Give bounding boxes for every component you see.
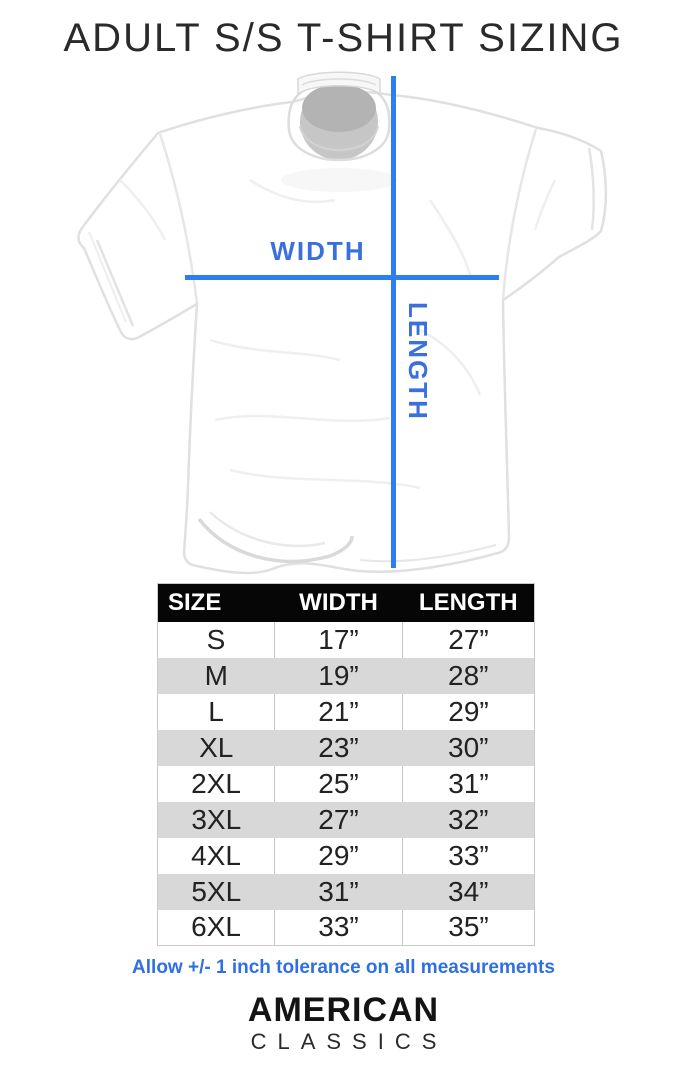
length-measure-line bbox=[391, 76, 396, 568]
table-row bbox=[158, 802, 535, 838]
table-row bbox=[158, 694, 535, 730]
size-cell: 3XL bbox=[158, 802, 275, 838]
width-label: WIDTH bbox=[270, 236, 366, 266]
width-cell: 17” bbox=[275, 622, 403, 658]
width-cell: 23” bbox=[275, 730, 403, 766]
page-title: ADULT S/S T-SHIRT SIZING bbox=[63, 16, 624, 60]
tshirt-photo-svg bbox=[60, 70, 620, 575]
header-row bbox=[158, 584, 535, 622]
length-cell: 27” bbox=[403, 622, 535, 658]
width-cell: 29” bbox=[275, 838, 403, 874]
tolerance-note: Allow +/- 1 inch tolerance on all measurements bbox=[132, 957, 555, 978]
table-row bbox=[158, 910, 535, 946]
length-cell: 28” bbox=[403, 658, 535, 694]
width-measure-line bbox=[185, 275, 499, 280]
width-cell: 27” bbox=[275, 802, 403, 838]
width-cell: 21” bbox=[275, 694, 403, 730]
header-size: SIZE bbox=[158, 584, 275, 622]
table-row bbox=[158, 838, 535, 874]
length-cell: 31” bbox=[403, 766, 535, 802]
length-cell: 29” bbox=[403, 694, 535, 730]
length-cell: 32” bbox=[403, 802, 535, 838]
size-table-header bbox=[158, 584, 535, 622]
collar-shadow bbox=[281, 168, 397, 192]
width-cell: 25” bbox=[275, 766, 403, 802]
table-row bbox=[158, 622, 535, 658]
header-width: WIDTH bbox=[275, 584, 403, 622]
table-row bbox=[158, 766, 535, 802]
size-table bbox=[157, 583, 535, 946]
table-row bbox=[158, 730, 535, 766]
size-cell: S bbox=[158, 622, 275, 658]
length-cell: 30” bbox=[403, 730, 535, 766]
length-cell: 33” bbox=[403, 838, 535, 874]
length-label: LENGTH bbox=[403, 302, 433, 421]
length-cell: 35” bbox=[403, 910, 535, 946]
width-cell: 19” bbox=[275, 658, 403, 694]
width-cell: 31” bbox=[275, 874, 403, 910]
table-row bbox=[158, 874, 535, 910]
size-cell: 2XL bbox=[158, 766, 275, 802]
collar-opening-shadow bbox=[302, 84, 376, 132]
size-cell: L bbox=[158, 694, 275, 730]
size-cell: 5XL bbox=[158, 874, 275, 910]
size-cell: M bbox=[158, 658, 275, 694]
size-cell: 6XL bbox=[158, 910, 275, 946]
size-cell: 4XL bbox=[158, 838, 275, 874]
length-cell: 34” bbox=[403, 874, 535, 910]
tshirt-illustration bbox=[60, 70, 620, 575]
header-length: LENGTH bbox=[403, 584, 535, 622]
size-cell: XL bbox=[158, 730, 275, 766]
width-cell: 33” bbox=[275, 910, 403, 946]
brand-logo bbox=[0, 993, 687, 1055]
table-row bbox=[158, 658, 535, 694]
brand-name: AMERICAN bbox=[247, 991, 440, 1029]
brand-subname: CLASSICS bbox=[250, 1029, 448, 1054]
